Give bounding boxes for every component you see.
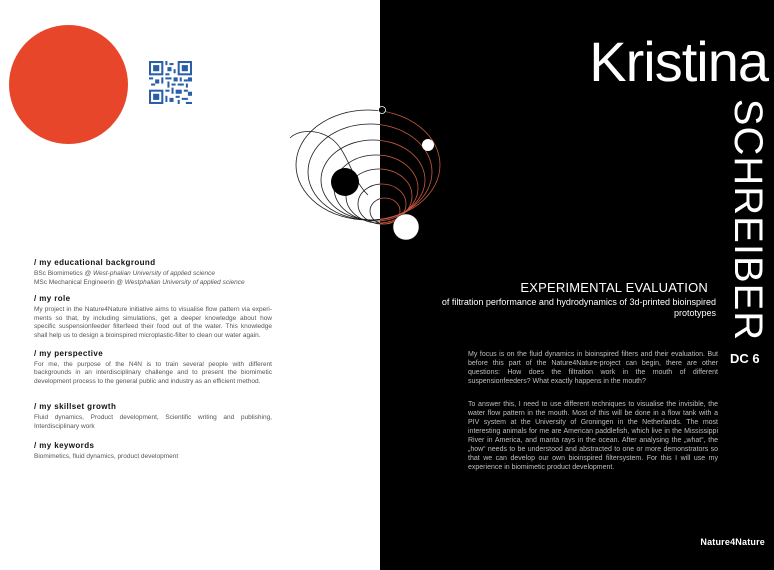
skillset-body: Fluid dynamics, Product development, Scientific writing and publishing, Interdisciplinary work [34,414,272,430]
project-subtitle: of filtration performance and hydrodynamics of 3d-printed bioinspired prototypes [441,297,716,318]
project-paragraph-1: My focus is on the fluid dynamics in bioinspired filters and their evaluation. But before this part of the Nature4Nature-project can begin, there are other questions: How does the filtration work in the mouth of different suspensionfeeders? What exactly happens in the mouth? [468,351,718,385]
keywords-heading: / my keywords [34,440,95,450]
education-degree-1: BSc Biomimetics @ [34,270,93,277]
profile-sections [34,257,272,461]
bioinspired-filter-diagram [288,100,448,250]
role-heading: / my role [34,294,71,304]
education-body [34,270,272,287]
last-name: SCHREIBER [726,98,770,342]
first-name: Kristina [589,30,768,93]
education-line-2 [34,279,272,288]
brand-logo-text: Nature4Nature [700,537,765,547]
last-name-vertical [724,95,772,345]
keywords-body: Biomimetics, fluid dynamics, product development [34,452,179,460]
education-heading: / my educational background [34,258,156,267]
project-title: EXPERIMENTAL EVALUATION [520,280,708,295]
perspective-heading: / my perspective [34,348,104,358]
education-school-2: Westphalian University of applied science [124,278,245,286]
project-paragraph-2: To answer this, I need to use different techniques to visualise the invisible, the water flow pattern in the mouth. Most of this will be done in a flow tank with a PIV system at the University of Groningen in the Netherlands. The most interesting animals for me are American paddlefish, which live in the Mississippi River in America, and manta rays in the ocean. After analysing the „what“, the „how“ needs to be understood and abstracted to one or more demonstrators so that we can develop our own bioinspired filtersystem. For this I will use my experience in biomimetic product development. [468,401,718,471]
education-degree-2: MSc Mechanical Engineerin @ [34,278,125,286]
education-school-1: West-phalian University of applied science [92,270,215,277]
skillset-heading: / my skillset growth [34,402,117,412]
red-circle-decoration [9,25,128,144]
role-body: My project in the Nature4Nature initiative aims to visualise flow pattern via experi-ments so that, by including simulations, get a deeper knowledge about how specific suspensionfeeder filterfeed their food out of the water. This knowledge shall help us to design a bioinspired microplastic-filter to clean our water again. [34,306,272,339]
perspective-body: For me, the purpose of the N4N is to train several people with different backgrounds in an interdisciplinary challenge and to present the biomimetic development process to the general public and industry as an efficient method. [34,360,272,385]
dc-label: DC 6 [730,351,760,366]
qr-code-icon [149,61,192,104]
education-line-1 [34,270,272,279]
